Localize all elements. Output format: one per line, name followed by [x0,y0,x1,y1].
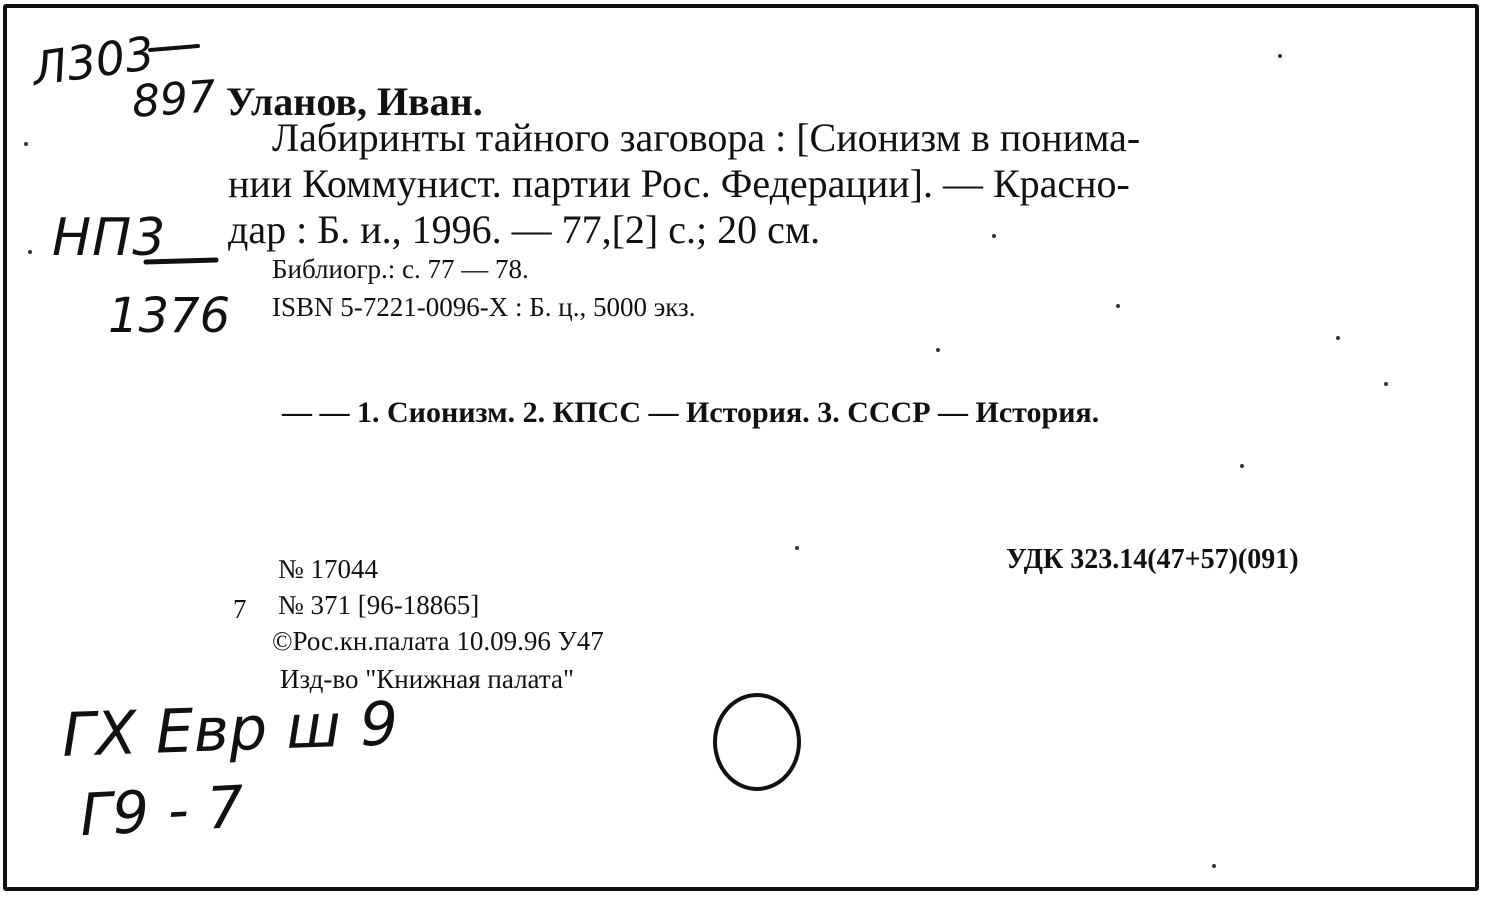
subject-headings: — — 1. Сионизм. 2. КПСС — История. 3. СССР — История. [282,396,1100,429]
publisher-line: Изд-во "Книжная палата" [280,664,574,694]
handwritten-call-number-top-sub: 897 [130,71,218,128]
title-line-3: дар : Б. и., 1996. — 77,[2] с.; 20 см. [228,207,821,252]
handwritten-call-number-mid-sub: 1376 [108,288,231,344]
udk-code: УДК 323.14(47+57)(091) [1006,544,1299,575]
title-line-2: нии Коммунист. партии Рос. Федерации]. — Красно- [228,161,1130,206]
record-number-1: № 17044 [278,554,379,584]
isbn-line: ISBN 5-7221-0096-X : Б. ц., 5000 экз. [272,292,696,322]
record-number-2: № 371 [96-18865] [278,590,480,620]
handwritten-call-number-top: Л303 [28,25,158,97]
author-heading: Уланов, Иван. [226,79,483,124]
handwritten-shelf-mark-2: Г9 - 7 [78,772,246,850]
title-line-1: Лабиринты тайного заговора : [Сионизм в понима- [272,115,1141,160]
handwritten-call-number-mid: НП3 [52,208,167,268]
record-number-prefix: 7 [233,594,247,624]
book-chamber-stamp: ©Рос.кн.палата 10.09.96 У47 [272,626,604,656]
handwritten-shelf-mark-1: ГХ Евр ш 9 [60,689,400,771]
bibliography-note: Библиогр.: с. 77 — 78. [272,254,529,284]
